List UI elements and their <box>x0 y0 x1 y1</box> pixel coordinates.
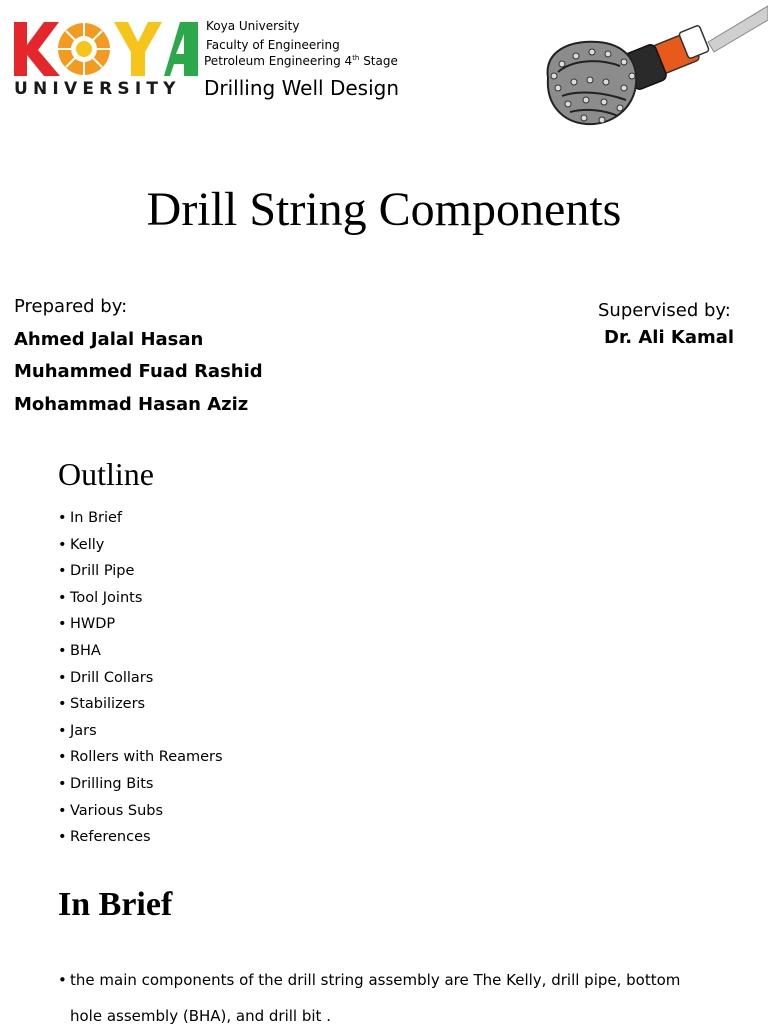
bullet-icon: • <box>58 829 67 846</box>
bullet-icon: • <box>58 642 67 659</box>
outline-item-label: Drill Collars <box>70 669 154 686</box>
in-brief-line <box>58 962 738 998</box>
header-stage-text: Petroleum Engineering 4 <box>204 54 353 68</box>
in-brief-line-text: the main components of the drill string assembly are The Kelly, drill pipe, bottom <box>70 971 681 989</box>
outline-item <box>58 721 223 748</box>
author-name: Mohammad Hasan Aziz <box>14 394 249 415</box>
bullet-icon: • <box>58 802 67 819</box>
bullet-icon: • <box>58 589 67 606</box>
header-stage-suffix: th <box>352 54 360 62</box>
header-stage <box>204 54 398 68</box>
bullet-icon: • <box>58 696 67 713</box>
bullet-icon: • <box>58 536 67 553</box>
bullet-icon: • <box>58 749 67 766</box>
header-faculty: Faculty of Engineering <box>206 38 340 52</box>
outline-item <box>58 694 223 721</box>
author-name: Ahmed Jalal Hasan <box>14 329 204 350</box>
bullet-icon: • <box>58 616 67 633</box>
in-brief-paragraph <box>58 962 738 1034</box>
author-name: Muhammed Fuad Rashid <box>14 361 263 382</box>
bullet-icon: • <box>58 669 67 686</box>
outline-item-label: Drilling Bits <box>70 775 154 792</box>
supervisor-name: Dr. Ali Kamal <box>604 327 735 348</box>
bullet-icon: • <box>58 775 67 792</box>
outline-item-label: Jars <box>70 722 97 739</box>
outline-item-label: In Brief <box>70 510 123 526</box>
in-brief-line: hole assembly (BHA), and drill bit . <box>70 1007 331 1025</box>
document-title: Drill String Components <box>146 183 622 236</box>
outline-item <box>58 801 223 828</box>
drill-bit-illustration <box>528 0 768 145</box>
outline-item-label: Kelly <box>70 536 105 553</box>
outline-item-label: Drill Pipe <box>70 563 135 580</box>
in-brief-heading: In Brief <box>58 886 173 923</box>
outline-item-label: Various Subs <box>70 802 164 819</box>
outline-item <box>58 588 223 615</box>
logo-wordmark: UNIVERSITY <box>14 79 181 99</box>
prepared-by-label: Prepared by: <box>14 296 128 317</box>
outline-item <box>58 561 223 588</box>
outline-item <box>58 641 223 668</box>
outline-item-label: HWDP <box>70 616 116 633</box>
outline-item <box>58 614 223 641</box>
outline-item-label: References <box>70 829 151 846</box>
bullet-icon: • <box>58 722 67 739</box>
supervised-by-label: Supervised by: <box>598 300 731 321</box>
outline-item <box>58 827 223 854</box>
bullet-icon: • <box>58 563 67 580</box>
outline-heading: Outline <box>58 456 154 492</box>
outline-item-label: Tool Joints <box>70 589 143 606</box>
header-course: Drilling Well Design <box>204 76 400 100</box>
outline-item-label: Rollers with Reamers <box>70 749 223 766</box>
outline-item <box>58 747 223 774</box>
outline-item <box>58 508 223 535</box>
outline-item <box>58 774 223 801</box>
outline-item-label: BHA <box>70 642 101 659</box>
bullet-icon: • <box>58 971 67 989</box>
outline-item <box>58 535 223 562</box>
header-stage-tail: Stage <box>359 54 398 68</box>
header-university: Koya University <box>206 19 300 33</box>
outline-list <box>58 508 223 854</box>
outline-item <box>58 668 223 695</box>
outline-item-label: Stabilizers <box>70 696 146 713</box>
bullet-icon: • <box>58 510 67 526</box>
